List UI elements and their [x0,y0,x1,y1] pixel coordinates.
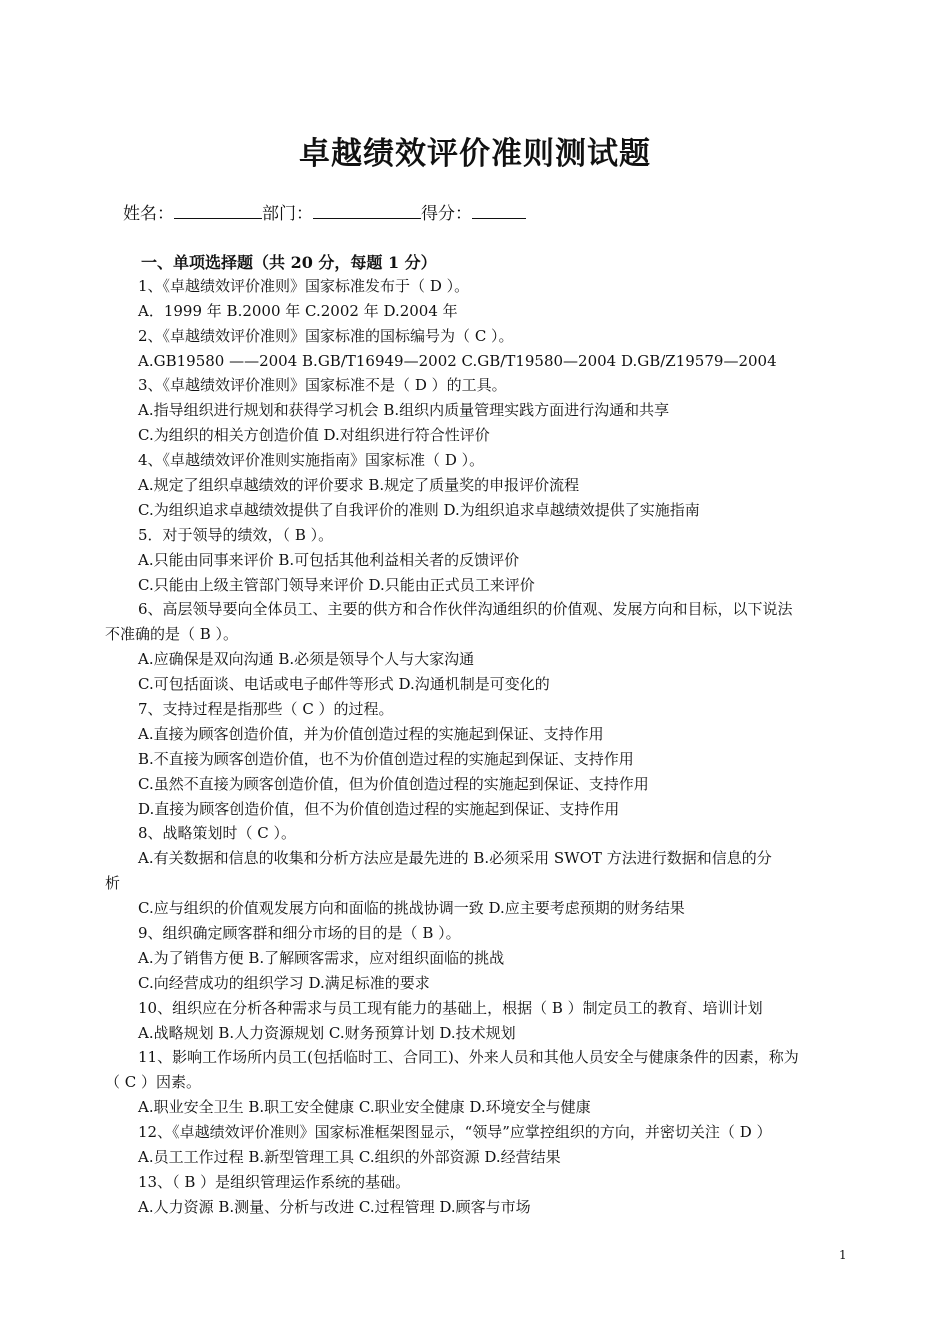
question-line: 1、《卓越绩效评价准则》国家标准发布于（ D ）。 [138,277,470,295]
option-continuation: 析 [105,874,121,892]
option-line: A.员工工作过程 B.新型管理工具 C.组织的外部资源 D.经营结果 [138,1148,561,1166]
question-line: 7、支持过程是指那些（ C ）的过程。 [138,700,394,718]
question-line: 10、组织应在分析各种需求与员工现有能力的基础上，根据（ B ）制定员工的教育、培训计划 [138,999,763,1017]
name-label: 姓名： [123,204,174,224]
document-title: 卓越绩效评价准则测试题 [299,136,651,172]
option-line [105,848,772,868]
option-text: A.有关数据和信息的收集和分析方法应是最先进的 B.必须采用 SWOT 方法进行数据和信息的分 [138,849,772,867]
option-line: C.为组织的相关方创造价值 D.对组织进行符合性评价 [138,426,490,444]
dept-blank [313,202,421,219]
option-line: A.应确保是双向沟通 B.必须是领导个人与大家沟通 [138,650,475,668]
question-line: 3、《卓越绩效评价准则》国家标准不是（ D ）的工具。 [138,376,507,394]
option-line: A.战略规划 B.人力资源规划 C.财务预算计划 D.技术规划 [138,1024,516,1042]
question-line [105,1047,799,1067]
option-line: B.不直接为顾客创造价值，也不为价值创造过程的实施起到保证、支持作用 [138,750,634,768]
question-line: 9、组织确定顾客群和细分市场的目的是（ B ）。 [138,924,461,942]
name-blank [174,202,262,219]
question-line: 2、《卓越绩效评价准则》国家标准的国标编号为（ C ）。 [138,327,514,345]
question-line: 12、《卓越绩效评价准则》国家标准框架图显示，“领导”应掌控组织的方向，并密切关注（ D ） [138,1123,772,1141]
score-blank [472,202,526,219]
option-line: C.应与组织的价值观发展方向和面临的挑战协调一致 D.应主要考虑预期的财务结果 [138,899,685,917]
option-line: A.为了销售方便 B.了解顾客需求，应对组织面临的挑战 [138,949,505,967]
question-text: 11、影响工作场所内员工(包括临时工、合同工)、外来人员和其他人员安全与健康条件的因素，称为 [138,1048,799,1066]
option-line: A.GB19580 ——2004 B.GB/T16949—2002 C.GB/T19580—2004 D.GB/Z19579—2004 [138,352,777,370]
option-line: C.只能由上级主管部门领导来评价 D.只能由正式员工来评价 [138,576,535,594]
option-line: D.直接为顾客创造价值，但不为价值创造过程的实施起到保证、支持作用 [138,800,620,818]
option-line: A.规定了组织卓越绩效的评价要求 B.规定了质量奖的申报评价流程 [138,476,580,494]
option-line: A.职业安全卫生 B.职工安全健康 C.职业安全健康 D.环境安全与健康 [138,1098,591,1116]
question-line: 5．对于领导的绩效，（ B ）。 [138,526,334,544]
question-line: 8、战略策划时（ C ）。 [138,824,297,842]
question-line: 13、（ B ）是组织管理运作系统的基础。 [138,1173,411,1191]
question-continuation: （ C ）因素。 [105,1073,202,1091]
option-line: A.直接为顾客创造价值，并为价值创造过程的实施起到保证、支持作用 [138,725,604,743]
section-header: 一、单项选择题（共 20 分，每题 1 分） [141,253,437,272]
question-line: 4、《卓越绩效评价准则实施指南》国家标准（ D ）。 [138,451,485,469]
option-line: A.只能由同事来评价 B.可包括其他利益相关者的反馈评价 [138,551,520,569]
question-line [105,599,793,619]
dept-label: 部门： [262,204,313,224]
question-text: 6、高层领导要向全体员工、主要的供方和合作伙伴沟通组织的价值观、发展方向和目标，以下说法 [138,600,793,618]
option-line: A.指导组织进行规划和获得学习机会 B.组织内质量管理实践方面进行沟通和共享 [138,401,670,419]
question-continuation: 不准确的是（ B ）。 [105,625,239,643]
option-line: A．1999 年 B.2000 年 C.2002 年 D.2004 年 [138,302,458,320]
score-label: 得分： [421,204,472,224]
page-number: 1 [839,1248,847,1262]
option-line: C.为组织追求卓越绩效提供了自我评价的准则 D.为组织追求卓越绩效提供了实施指南 [138,501,700,519]
option-line: C.向经营成功的组织学习 D.满足标准的要求 [138,974,430,992]
option-line: A.人力资源 B.测量、分析与改进 C.过程管理 D.顾客与市场 [138,1198,531,1216]
option-line: C.可包括面谈、电话或电子邮件等形式 D.沟通机制是可变化的 [138,675,550,693]
header-info-line [123,199,526,224]
option-line: C.虽然不直接为顾客创造价值，但为价值创造过程的实施起到保证、支持作用 [138,775,649,793]
